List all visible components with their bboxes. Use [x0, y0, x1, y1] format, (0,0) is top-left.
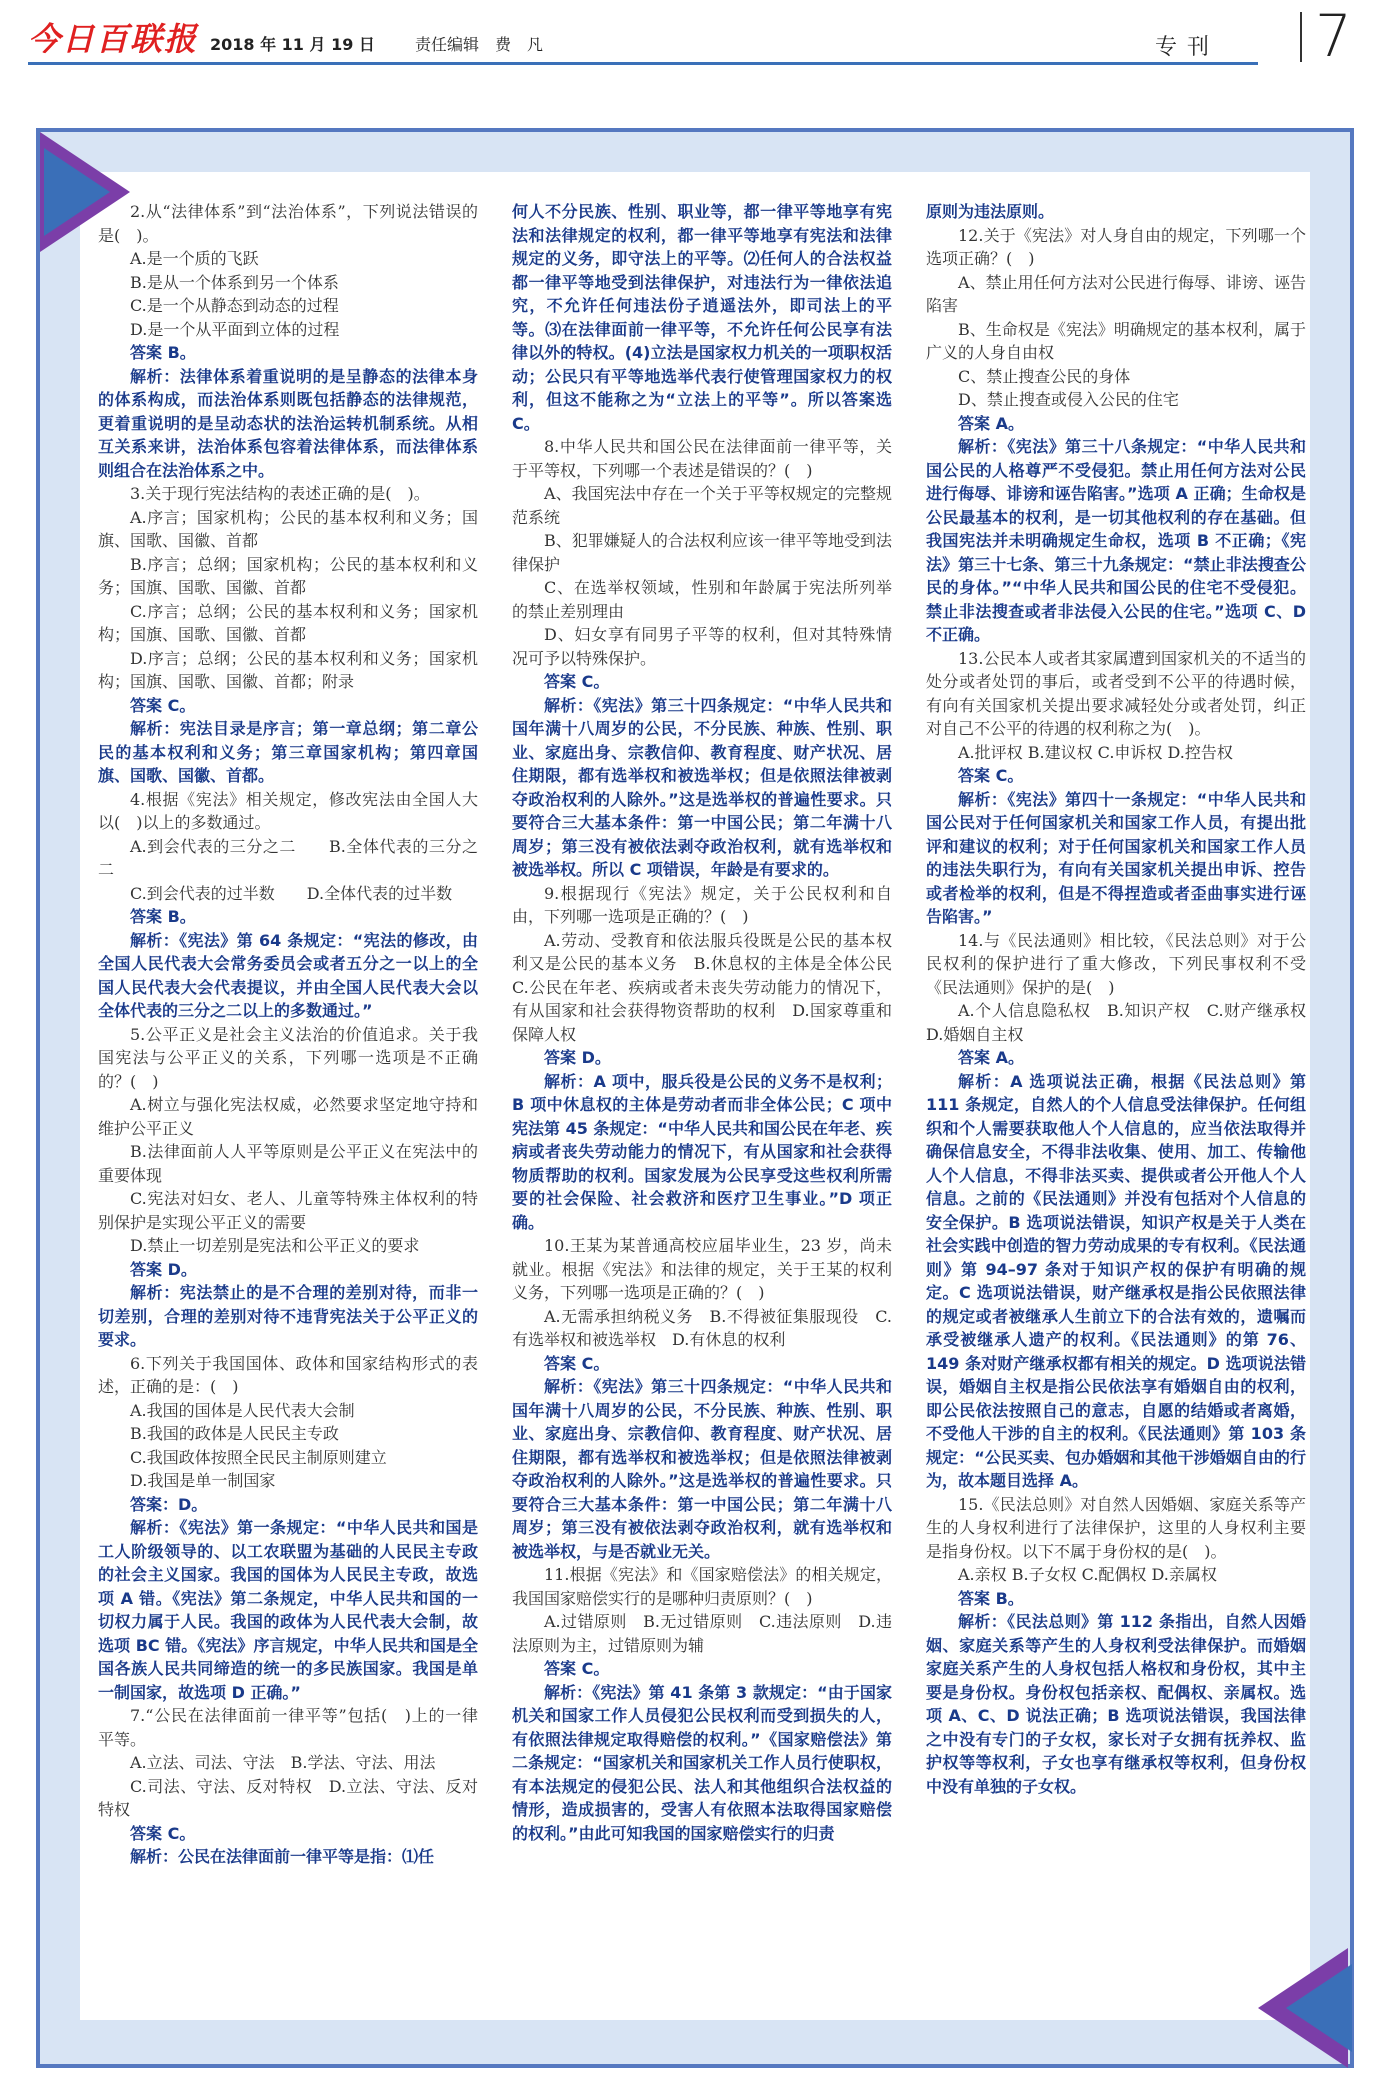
continued-text: 何人不分民族、性别、职业等，都一律平等地享有宪法和法律规定的权利，都一律平等地享有宪法和法律规定的义务，即守法上的平等。⑵任何人的合法权益都一律平等地受到法律保护，对违法行为一律依法追究，不允许任何违法份子逍遥法外，即司法上的平等。⑶在法律面前一律平等，不允许任何公民享有法律以外的特权。(4)立法是国家权力机关的一项职权活动；公民只有平等地选举代表行使管理国家权力的权利，但这不能称之为“立法上的平等”。所以答案选 C。 — [512, 202, 892, 433]
answer-key: 答案 B。 — [130, 343, 196, 362]
explanation-text: 解析：《宪法》第四十一条规定：“中华人民共和国公民对于任何国家机关和国家工作人员，有提出批评和建议的权利；对于任何国家机关和国家工作人员的违法失职行为，有向有关国家机关提出申诉、控告或者检举的权利，但是不得捏造或者歪曲事实进行诬告陷害。” — [926, 789, 1306, 926]
explanation-text: 解析：A 项中，服兵役是公民的义务不是权利；B 项中休息权的主体是劳动者而非全体公民；C 项中宪法第 45 条规定：“中华人民共和国公民在年老、疾病或者丧失劳动能力的情况下，有从国家和社会获得物质帮助的权利。国家发展为公民享受这些权利所需要的社会保险、社会救济和医疗卫生事业。”D 项正确。 — [512, 1071, 892, 1232]
explanation-text: 解析：法律体系着重说明的是呈静态的法律本身的体系构成，而法治体系则既包括静态的法律规范，更着重说明的是呈动态状的法治运转机制系统。从相互关系来讲，法治体系包容着法律体系，而法律体系则组合在法治体系之中。 — [98, 366, 478, 480]
explanation-text: 解析：A 选项说法正确，根据《民法总则》第 111 条规定，自然人的个人信息受法律保护。任何组织和个人需要获取他人个人信息的，应当依法取得并确保信息安全，不得非法收集、使用、加工、传输他人个人信息，不得非法买卖、提供或者公开他人个人信息。之前的《民法通则》并没有包括对个人信息的安全保护。B 选项说法错误，知识产权是关于人类在社会实践中创造的智力劳动成果的专有权利。《民法通则》第 94–97 条对于知识产权的保护有明确的规定。C 选项说法错误，财产继承权是指公民依照法律的规定或者被继承人生前立下的合法有效的，遗嘱而承受被继承人遗产的权利。《民法通则》的第 76、149 条对财产继承权都有相关的规定。D 选项说法错误，婚姻自主权是指公民依法享有婚姻自由的权利，即公民依法按照自己的意志，自愿的结婚或者离婚，不受他人干涉的自主的权利。《民法通则》第 103 条规定：“公民买卖、包办婚姻和其他干涉婚姻自由的行为，故本题目选择 A。 — [926, 1071, 1306, 1490]
answer-option: C、禁止搜查公民的身体 — [958, 366, 1131, 386]
answer-key: 答案 C。 — [130, 1823, 196, 1843]
question-text: 15.《民法总则》对自然人因婚姻、家庭关系等产生的人身权利进行了法律保护，这里的人身权利主要是指身份权。以下不属于身份权的是( )。 — [926, 1494, 1306, 1561]
answer-key: 答案 D。 — [130, 1259, 197, 1279]
answer-key: 答案：D。 — [130, 1494, 208, 1514]
article-columns — [98, 200, 1326, 1990]
answer-option: A.个人信息隐私权 B.知识产权 C.财产继承权 D.婚姻自主权 — [926, 1001, 1323, 1044]
column-2 — [512, 200, 909, 1990]
explanation-text: 解析：《宪法》第三十四条规定：“中华人民共和国年满十八周岁的公民，不分民族、种族、性别、职业、家庭出身、宗教信仰、教育程度、财产状况、居住期限，都有选举权和被选举权；但是依照法律被剥夺政治权利的人除外。”这是选举权的普遍性要求。只要符合三大基本条件：第一中国公民；第二年满十八周岁；第三没有被依法剥夺政治权利，就有选举权和被选举权，与是否就业无关。 — [512, 1377, 892, 1561]
answer-key: 答案 A。 — [958, 413, 1024, 433]
answer-option: A.劳动、受教育和依法服兵役既是公民的基本权利又是公民的基本义务 B.休息权的主体是全体公民 C.公民在年老、疾病或者未丧失劳动能力的情况下，有从国家和社会获得物资帮助的权利 D.国家尊重和保障人权 — [512, 930, 909, 1044]
explanation-text: 解析：宪法目录是序言；第一章总纲；第二章公民的基本权利和义务；第三章国家机构；第四章国旗、国歌、国徽、首都。 — [98, 719, 478, 785]
issue-date: 2018 年 11 月 19 日 — [210, 35, 375, 54]
answer-option: C.序言；总纲；公民的基本权利和义务；国家机构；国旗、国歌、国徽、首都 — [98, 601, 478, 644]
answer-key: 答案 B。 — [130, 907, 196, 926]
question-text: 4.根据《宪法》相关规定，修改宪法由全国人大以( )以上的多数通过。 — [98, 789, 478, 832]
answer-option: C、在选举权领域，性别和年龄属于宪法所列举的禁止差别理由 — [512, 578, 892, 621]
header-divider — [1300, 12, 1302, 62]
question-text: 12.关于《宪法》对人身自由的规定，下列哪一个选项正确？( ) — [926, 225, 1306, 268]
answer-option: B.我国的政体是人民民主专政 — [130, 1424, 339, 1443]
answer-key: 答案 B。 — [958, 1588, 1024, 1608]
answer-option: C.宪法对妇女、老人、儿童等特殊主体权利的特别保护是实现公平正义的需要 — [98, 1189, 478, 1232]
explanation-text: 解析：《宪法》第三十八条规定：“中华人民共和国公民的人格尊严不受侵犯。禁止用任何方法对公民进行侮辱、诽谤和诬告陷害。”选项 A 正确；生命权是公民最基本的权利，是一切其他权利的存在基础。但我国宪法并未明确规定生命权，选项 B 不正确；《宪法》第三十七条、第三十九条规定：“禁止非法搜查公民的身体。”“中华人民共和国公民的住宅不受侵犯。禁止非法搜查或者非法侵入公民的住宅。”选项 C、D 不正确。 — [926, 437, 1306, 644]
question-text: 8.中华人民共和国公民在法律面前一律平等，关于平等权，下列哪一个表述是错误的？( ) — [512, 437, 892, 480]
question-text: 7.“公民在法律面前一律平等”包括( )上的一律平等。 — [98, 1706, 478, 1749]
question-text: 2.从“法律体系”到“法治体系”，下列说法错误的是( )。 — [98, 202, 478, 245]
question-text: 3.关于现行宪法结构的表述正确的是( )。 — [130, 484, 430, 503]
column-1 — [98, 200, 478, 1990]
answer-option: C.是一个从静态到动态的过程 — [130, 296, 339, 315]
question-text: 11.根据《宪法》和《国家赔偿法》的相关规定，我国国家赔偿实行的是哪种归责原则？( ) — [512, 1565, 892, 1608]
header-rule — [28, 62, 1258, 65]
answer-option: D.禁止一切差别是宪法和公平正义的要求 — [130, 1236, 420, 1255]
answer-option: A.到会代表的三分之二 B.全体代表的三分之二 — [98, 836, 478, 879]
explanation-text: 解析：宪法禁止的是不合理的差别对待，而非一切差别，合理的差别对待不违背宪法关于公平正义的要求。 — [98, 1283, 478, 1349]
answer-option: B、犯罪嫌疑人的合法权利应该一律平等地受到法律保护 — [512, 531, 892, 574]
explanation-text: 解析：《民法总则》第 112 条指出，自然人因婚姻、家庭关系等产生的人身权利受法律保护。而婚姻家庭关系产生的人身权包括人格权和身份权，其中主要是身份权。身份权包括亲权、配偶权、亲属权。选项 A、C、D 说法正确；B 选项说法错误，我国法律之中没有专门的子女权，家长对子女拥有抚养权、监护权等等权利，子女也享有继承权等权利，但身份权中没有单独的子女权。 — [926, 1612, 1306, 1796]
question-text: 13.公民本人或者其家属遭到国家机关的不适当的处分或者处罚的事后，或者受到不公平的待遇时候，有向有关国家机关提出要求减轻处分或者处罚，纠正对自己不公平的待遇的权利称之为( )。 — [926, 648, 1306, 738]
answer-option: D、禁止搜查或侵入公民的住宅 — [958, 390, 1179, 409]
answer-option: A.是一个质的飞跃 — [130, 249, 259, 268]
explanation-text: 解析：公民在法律面前一律平等是指：⑴任 — [130, 1847, 435, 1866]
answer-option: A.立法、司法、守法 B.学法、守法、用法 — [130, 1753, 436, 1772]
editor-credit: 责任编辑 费 凡 — [415, 35, 544, 54]
answer-option: D、妇女享有同男子平等的权利，但对其特殊情况可予以特殊保护。 — [512, 625, 892, 668]
answer-option: B、生命权是《宪法》明确规定的基本权利，属于广义的人身自由权 — [926, 319, 1306, 362]
answer-key: 答案 C。 — [544, 1353, 610, 1373]
explanation-text: 解析：《宪法》第 41 条第 3 款规定：“由于国家机关和国家工作人员侵犯公民权利而受到损失的人，有依照法律规定取得赔偿的权利。”《国家赔偿法》第二条规定：“国家机关和国家机关工作人员行使职权，有本法规定的侵犯公民、法人和其他组织合法权益的情形，造成损害的，受害人有依照本法取得国家赔偿的权利。”由此可知我国的国家赔偿实行的归责 — [512, 1682, 892, 1843]
explanation-text: 解析：《宪法》第三十四条规定：“中华人民共和国年满十八周岁的公民，不分民族、种族、性别、职业、家庭出身、宗教信仰、教育程度、财产状况、居住期限，都有选举权和被选举权；但是依照法律被剥夺政治权利的人除外。”这是选举权的普遍性要求。只要符合三大基本条件：第一中国公民；第二年满十八周岁；第三没有被依法剥夺政治权利，就有选举权和被选举权。所以 C 项错误，年龄是有要求的。 — [512, 695, 892, 879]
answer-option: B.法律面前人人平等原则是公平正义在宪法中的重要体现 — [98, 1142, 478, 1185]
answer-key: 答案 C。 — [130, 695, 196, 715]
answer-option: C.到会代表的过半数 D.全体代表的过半数 — [130, 883, 453, 903]
answer-key: 答案 A。 — [958, 1048, 1024, 1067]
answer-option: A.过错原则 B.无过错原则 C.违法原则 D.违法原则为主，过错原则为辅 — [512, 1612, 892, 1655]
question-text: 5.公平正义是社会主义法治的价值追求。关于我国宪法与公平正义的关系，下列哪一选项是不正确的？( ) — [98, 1024, 478, 1091]
section-label: 专刊 — [1155, 35, 1220, 60]
column-3 — [926, 200, 1323, 1990]
answer-key: 答案 C。 — [544, 672, 610, 691]
answer-option: D.序言；总纲；公民的基本权利和义务；国家机构；国旗、国歌、国徽、首都；附录 — [98, 648, 478, 691]
continued-text: 原则为违法原则。 — [926, 202, 1055, 221]
explanation-text: 解析：《宪法》第 64 条规定：“宪法的修改，由全国人民代表大会常务委员会或者五分之一以上的全国人民代表大会代表提议，并由全国人民代表大会以全体代表的三分之二以上的多数通过。” — [98, 930, 478, 1020]
answer-key: 答案 C。 — [544, 1659, 610, 1678]
page-number: 7 — [1315, 2, 1352, 70]
answer-option: A、禁止用任何方法对公民进行侮辱、诽谤、诬告陷害 — [926, 272, 1306, 315]
question-text: 10.王某为某普通高校应届毕业生，23 岁，尚未就业。根据《宪法》和法律的规定，关于王某的权利义务，下列哪一选项是正确的？( ) — [512, 1236, 892, 1302]
answer-option: A、我国宪法中存在一个关于平等权规定的完整规范系统 — [512, 484, 892, 527]
answer-option: D.是一个从平面到立体的过程 — [130, 319, 340, 339]
question-text: 9.根据现行《宪法》规定，关于公民权利和自由，下列哪一选项是正确的？( ) — [512, 883, 892, 926]
answer-option: A.批评权 B.建议权 C.申诉权 D.控告权 — [958, 742, 1233, 762]
answer-option: B.序言；总纲；国家机构；公民的基本权利和义务；国旗、国歌、国徽、首都 — [98, 554, 478, 597]
explanation-text: 解析：《宪法》第一条规定：“中华人民共和国是工人阶级领导的、以工农联盟为基础的人民民主专政的社会主义国家。我国的国体为人民民主专政，故选项 A 错。《宪法》第二条规定，中华人民共和国的一切权力属于人民。我国的政体为人民代表大会制，故选项 BC 错。《宪法》序言规定，中华人民共和国是全国各族人民共同缔造的统一的多民族国家。我国是单一制国家，故选项 D 正确。” — [98, 1518, 478, 1702]
answer-option: D.我国是单一制国家 — [130, 1471, 276, 1490]
newspaper-logo: 今日百联报 — [28, 20, 199, 58]
answer-option: A.树立与强化宪法权威，必然要求坚定地守持和维护公平正义 — [98, 1095, 478, 1138]
masthead — [0, 0, 1397, 70]
question-text: 6.下列关于我国国体、政体和国家结构形式的表述，正确的是：( ) — [98, 1353, 478, 1396]
answer-option: A.亲权 B.子女权 C.配偶权 D.亲属权 — [958, 1565, 1217, 1584]
answer-option: A.序言；国家机构；公民的基本权利和义务；国旗、国歌、国徽、首都 — [98, 507, 478, 550]
answer-option: C.我国政体按照全民民主制原则建立 — [130, 1447, 387, 1467]
answer-option: A.无需承担纳税义务 B.不得被征集服现役 C.有选举权和被选举权 D.有休息的权利 — [512, 1306, 892, 1349]
answer-option: B.是从一个体系到另一个体系 — [130, 272, 339, 292]
answer-option: A.我国的国体是人民代表大会制 — [130, 1400, 355, 1420]
answer-key: 答案 C。 — [958, 766, 1024, 785]
answer-key: 答案 D。 — [544, 1048, 611, 1067]
question-text: 14.与《民法通则》相比较，《民法总则》对于公民权利的保护进行了重大修改，下列民事权利不受《民法通则》保护的是( ) — [926, 930, 1306, 997]
answer-option: C.司法、守法、反对特权 D.立法、守法、反对特权 — [98, 1776, 478, 1819]
